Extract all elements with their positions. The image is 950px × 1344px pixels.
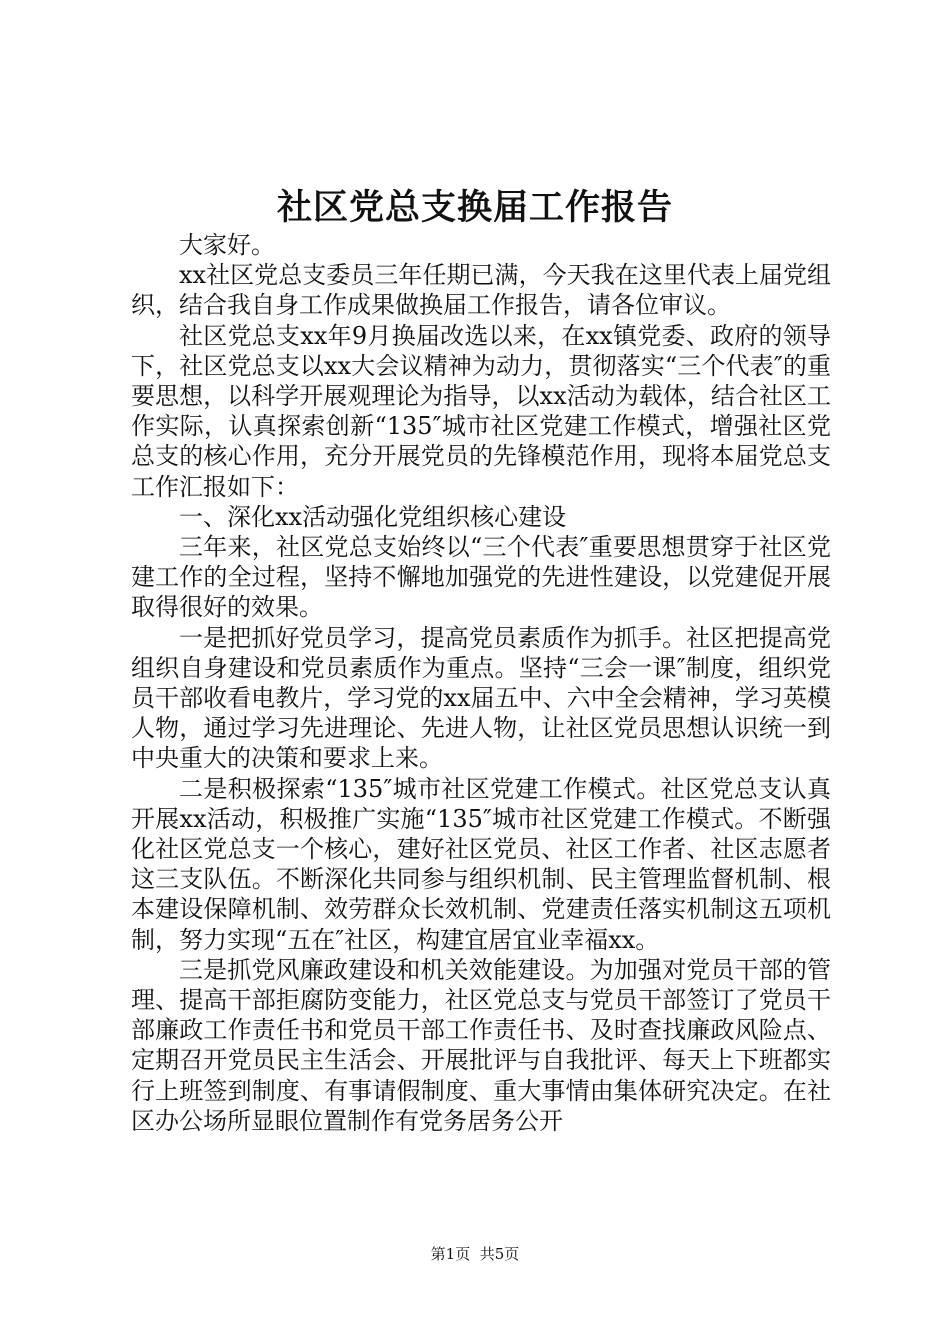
page-number: 第1页: [430, 1245, 471, 1263]
paragraph-section-1-summary: 三年来，社区党总支始终以“三个代表″重要思想贯穿于社区党建工作的全过程，坚持不懈地加强党的先进性建设，以党建促开展取得很好的效果。: [131, 533, 831, 622]
paragraph-point-3: 三是抓党风廉政建设和机关效能建设。为加强对党员干部的管理、提高干部拒腐防变能力，社区党总支与党员干部签订了党员干部廉政工作责任书和党员干部工作责任书、及时查找廉政风险点、定期召开党员民主生活会、开展批评与自我批评、每天上下班都实行上班签到制度、有事请假制度、重大事情由集体研究决定。在社区办公场所显眼位置制作有党务居务公开: [131, 955, 831, 1135]
document-body: [131, 230, 831, 1136]
paragraph-point-1: 一是把抓好党员学习，提高党员素质作为抓手。社区把提高党组织自身建设和党员素质作为重点。坚持“三会一课″制度，组织党员干部收看电教片，学习党的xx届五中、六中全会精神，学习英模人物，通过学习先进理论、先进人物，让社区党员思想认识统一到中央重大的决策和要求上来。: [131, 623, 831, 773]
paragraph-greeting: 大家好。: [179, 231, 275, 259]
page-footer: [0, 1244, 950, 1264]
paragraph-point-2: 二是积极探索“135″城市社区党建工作模式。社区党总支认真开展xx活动，积极推广实施“135″城市社区党建工作模式。不断强化社区党总支一个核心，建好社区党员、社区工作者、社区志愿者这三支队伍。不断深化共同参与组织机制、民主管理监督机制、根本建设保障机制、效劳群众长效机制、党建责任落实机制这五项机制，努力实现“五在″社区，构建宜居宜业幸福xx。: [131, 774, 831, 954]
paragraph-intro: xx社区党总支委员三年任期已满，今天我在这里代表上届党组织，结合我自身工作成果做换届工作报告，请各位审议。: [131, 261, 831, 320]
document-title: 社区党总支换届工作报告: [276, 187, 673, 228]
paragraph-overview: 社区党总支xx年9月换届改选以来，在xx镇党委、政府的领导下，社区党总支以xx大会议精神为动力，贯彻落实“三个代表″的重要思想，以科学开展观理论为指导，以xx活动为载体，结合社区工作实际，认真探索创新“135″城市社区党建工作模式，增强社区党总支的核心作用，充分开展党员的先锋模范作用，现将本届党总支工作汇报如下：: [131, 321, 831, 501]
section-heading-1: 一、深化xx活动强化党组织核心建设: [179, 502, 567, 531]
page-total: 共5页: [479, 1245, 520, 1263]
